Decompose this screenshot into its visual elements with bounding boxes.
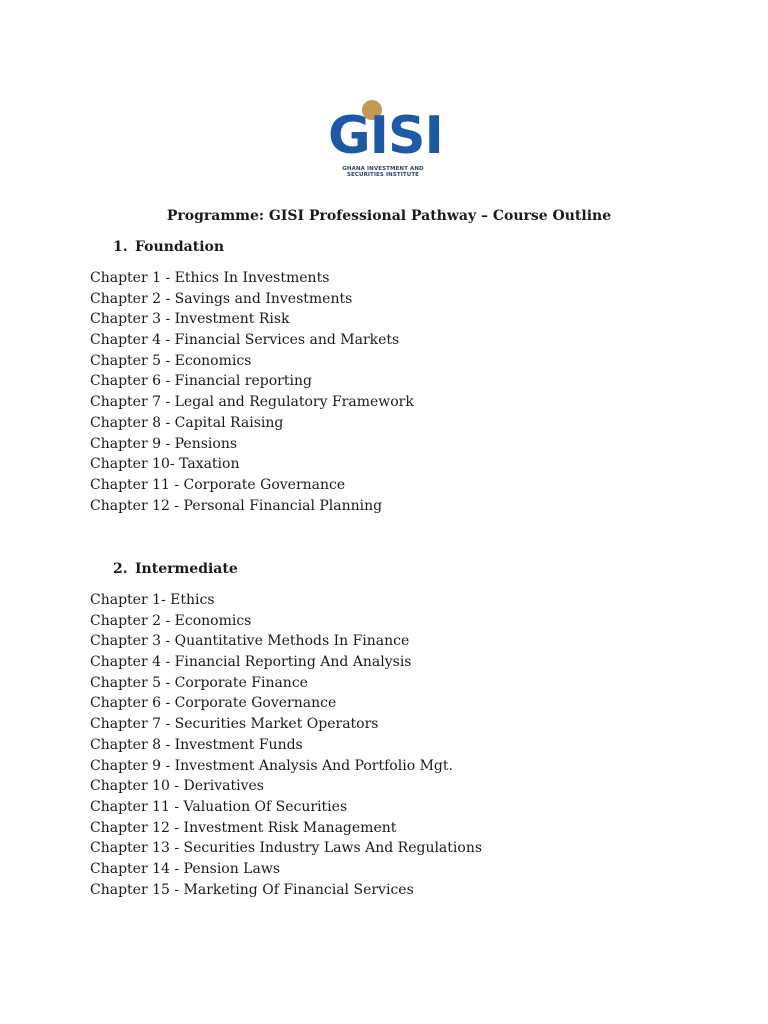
- logo-subtitle: GHANA INVESTMENT AND SECURITIES INSTITUTE: [342, 166, 424, 178]
- list-item: Chapter 10 - Derivatives: [90, 778, 264, 795]
- list-item: Chapter 14 - Pension Laws: [90, 860, 280, 877]
- section-heading-foundation: [113, 238, 224, 256]
- list-item: Chapter 1- Ethics: [90, 592, 215, 608]
- list-item: Chapter 8 - Investment Funds: [90, 736, 303, 753]
- list-item: Chapter 5 - Economics: [90, 352, 252, 369]
- page-title: Programme: GISI Professional Pathway – Course Outline: [166, 208, 612, 224]
- list-item: Chapter 2 - Economics: [90, 612, 252, 629]
- list-item: Chapter 4 - Financial Services and Markets: [90, 332, 400, 349]
- list-item: Chapter 12 - Investment Risk Management: [90, 819, 397, 836]
- list-item: Chapter 13 - Securities Industry Laws And Regulations: [90, 840, 483, 857]
- list-item: Chapter 8 - Capital Raising: [90, 414, 284, 431]
- list-item: Chapter 6 - Corporate Governance: [90, 695, 337, 712]
- logo-text: GISI: [328, 106, 443, 166]
- list-item: Chapter 4 - Financial Reporting And Analysis: [90, 654, 412, 671]
- chapter-list-intermediate: [90, 590, 482, 900]
- list-item: Chapter 6 - Financial reporting: [90, 373, 312, 390]
- list-item: Chapter 1 - Ethics In Investments: [90, 270, 330, 286]
- section-name: Intermediate: [135, 561, 238, 577]
- list-item: Chapter 9 - Investment Analysis And Portfolio Mgt.: [90, 757, 453, 774]
- gisi-logo: [328, 98, 443, 182]
- list-item: Chapter 11 - Valuation Of Securities: [90, 798, 348, 815]
- list-item: Chapter 3 - Investment Risk: [90, 311, 290, 328]
- section-name: Foundation: [135, 239, 225, 255]
- list-item: Chapter 9 - Pensions: [90, 435, 238, 452]
- list-item: Chapter 7 - Securities Market Operators: [90, 716, 379, 733]
- section-number: 2.: [113, 561, 128, 577]
- list-item: Chapter 11 - Corporate Governance: [90, 476, 346, 493]
- list-item: Chapter 7 - Legal and Regulatory Framework: [90, 394, 414, 411]
- list-item: Chapter 3 - Quantitative Methods In Finance: [90, 633, 410, 650]
- list-item: Chapter 12 - Personal Financial Planning: [90, 497, 383, 514]
- list-item: Chapter 5 - Corporate Finance: [90, 674, 308, 691]
- section-number: 1.: [113, 239, 128, 255]
- list-item: Chapter 2 - Savings and Investments: [90, 290, 353, 307]
- chapter-list-foundation: [90, 268, 414, 516]
- list-item: Chapter 15 - Marketing Of Financial Services: [90, 881, 414, 898]
- list-item: Chapter 10- Taxation: [90, 456, 240, 473]
- section-heading-intermediate: [113, 560, 238, 578]
